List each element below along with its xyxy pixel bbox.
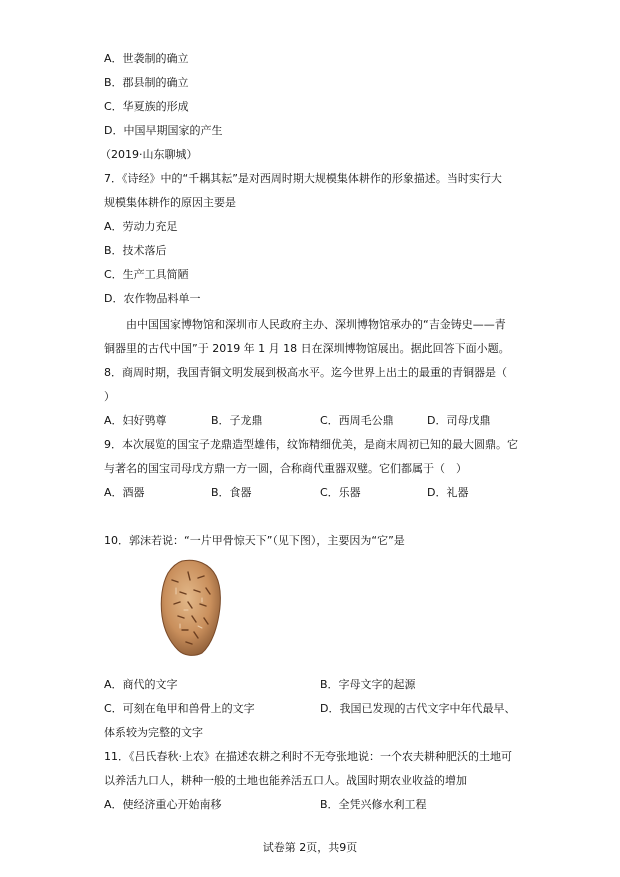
q9-option-d: D．礼器 bbox=[427, 486, 469, 499]
page-footer: 试卷第 2页，共9页 bbox=[262, 841, 358, 854]
q6-option-d: D．中国早期国家的产生 bbox=[104, 124, 223, 137]
q11-stem-line2: 以养活九口人，耕种一般的土地也能养活五口人。战国时期农业收益的增加 bbox=[104, 774, 467, 787]
q8-option-a: A．妇好鸮尊 bbox=[104, 414, 167, 427]
q10-option-a: A．商代的文字 bbox=[104, 678, 178, 691]
q6-option-a: A．世袭制的确立 bbox=[104, 52, 189, 65]
q8-option-c: C．西周毛公鼎 bbox=[320, 414, 394, 427]
q7-stem-line2: 规模集体耕作的原因主要是 bbox=[104, 196, 236, 209]
q6-option-c: C．华夏族的形成 bbox=[104, 100, 189, 113]
q10-option-b: B．字母文字的起源 bbox=[320, 678, 416, 691]
q7-option-b: B．技术落后 bbox=[104, 244, 167, 257]
q8-stem-line1: 8．商周时期，我国青铜文明发展到极高水平。迄今世界上出土的最重的青铜器是（ bbox=[104, 366, 507, 379]
q7-option-d: D．农作物品料单一 bbox=[104, 292, 201, 305]
q9-option-a: A．酒器 bbox=[104, 486, 145, 499]
q6-option-b: B．郡县制的确立 bbox=[104, 76, 189, 89]
q8-option-d: D．司母戊鼎 bbox=[427, 414, 491, 427]
q11-option-a: A．使经济重心开始南移 bbox=[104, 798, 222, 811]
q9-stem-line1: 9．本次展览的国宝子龙鼎造型雄伟，纹饰精细优美，是商末周初已知的最大圆鼎。它 bbox=[104, 438, 518, 451]
q9-option-c: C．乐器 bbox=[320, 486, 361, 499]
q11-option-b: B．全凭兴修水利工程 bbox=[320, 798, 427, 811]
q7-stem-line1: 7．《诗经》中的“千耦其耘”是对西周时期大规模集体耕作的形象描述。当时实行大 bbox=[104, 172, 502, 185]
q8-stem-line2: ） bbox=[104, 390, 115, 403]
q7-option-a: A．劳动力充足 bbox=[104, 220, 178, 233]
q10-stem: 10．郭沫若说：“一片甲骨惊天下”（见下图），主要因为“它”是 bbox=[104, 534, 405, 547]
q10-option-d: D．我国已发现的古代文字中年代最早、 bbox=[320, 702, 516, 715]
oracle-bone-image bbox=[158, 558, 224, 658]
q10-option-d-continued: 体系较为完整的文字 bbox=[104, 726, 203, 739]
q10-option-c: C．可刻在龟甲和兽骨上的文字 bbox=[104, 702, 255, 715]
q9-stem-line2: 与著名的国宝司母戊方鼎一方一圆，合称商代重器双璧。它们都属于（ ） bbox=[104, 462, 467, 475]
q8-option-b: B．子龙鼎 bbox=[211, 414, 263, 427]
passage-line1: 由中国国家博物馆和深圳市人民政府主办、深圳博物馆承办的“吉金铸史——青 bbox=[126, 318, 506, 331]
q9-option-b: B．食器 bbox=[211, 486, 252, 499]
q11-stem-line1: 11．《吕氏春秋·上农》在描述农耕之利时不无夸张地说：一个农夫耕种肥沃的土地可 bbox=[104, 750, 512, 763]
q7-option-c: C．生产工具简陋 bbox=[104, 268, 189, 281]
passage-line2: 铜器里的古代中国”于 2019 年 1 月 18 日在深圳博物馆展出。据此回答下面小题。 bbox=[104, 342, 510, 355]
source-note: （2019·山东聊城） bbox=[100, 148, 198, 161]
